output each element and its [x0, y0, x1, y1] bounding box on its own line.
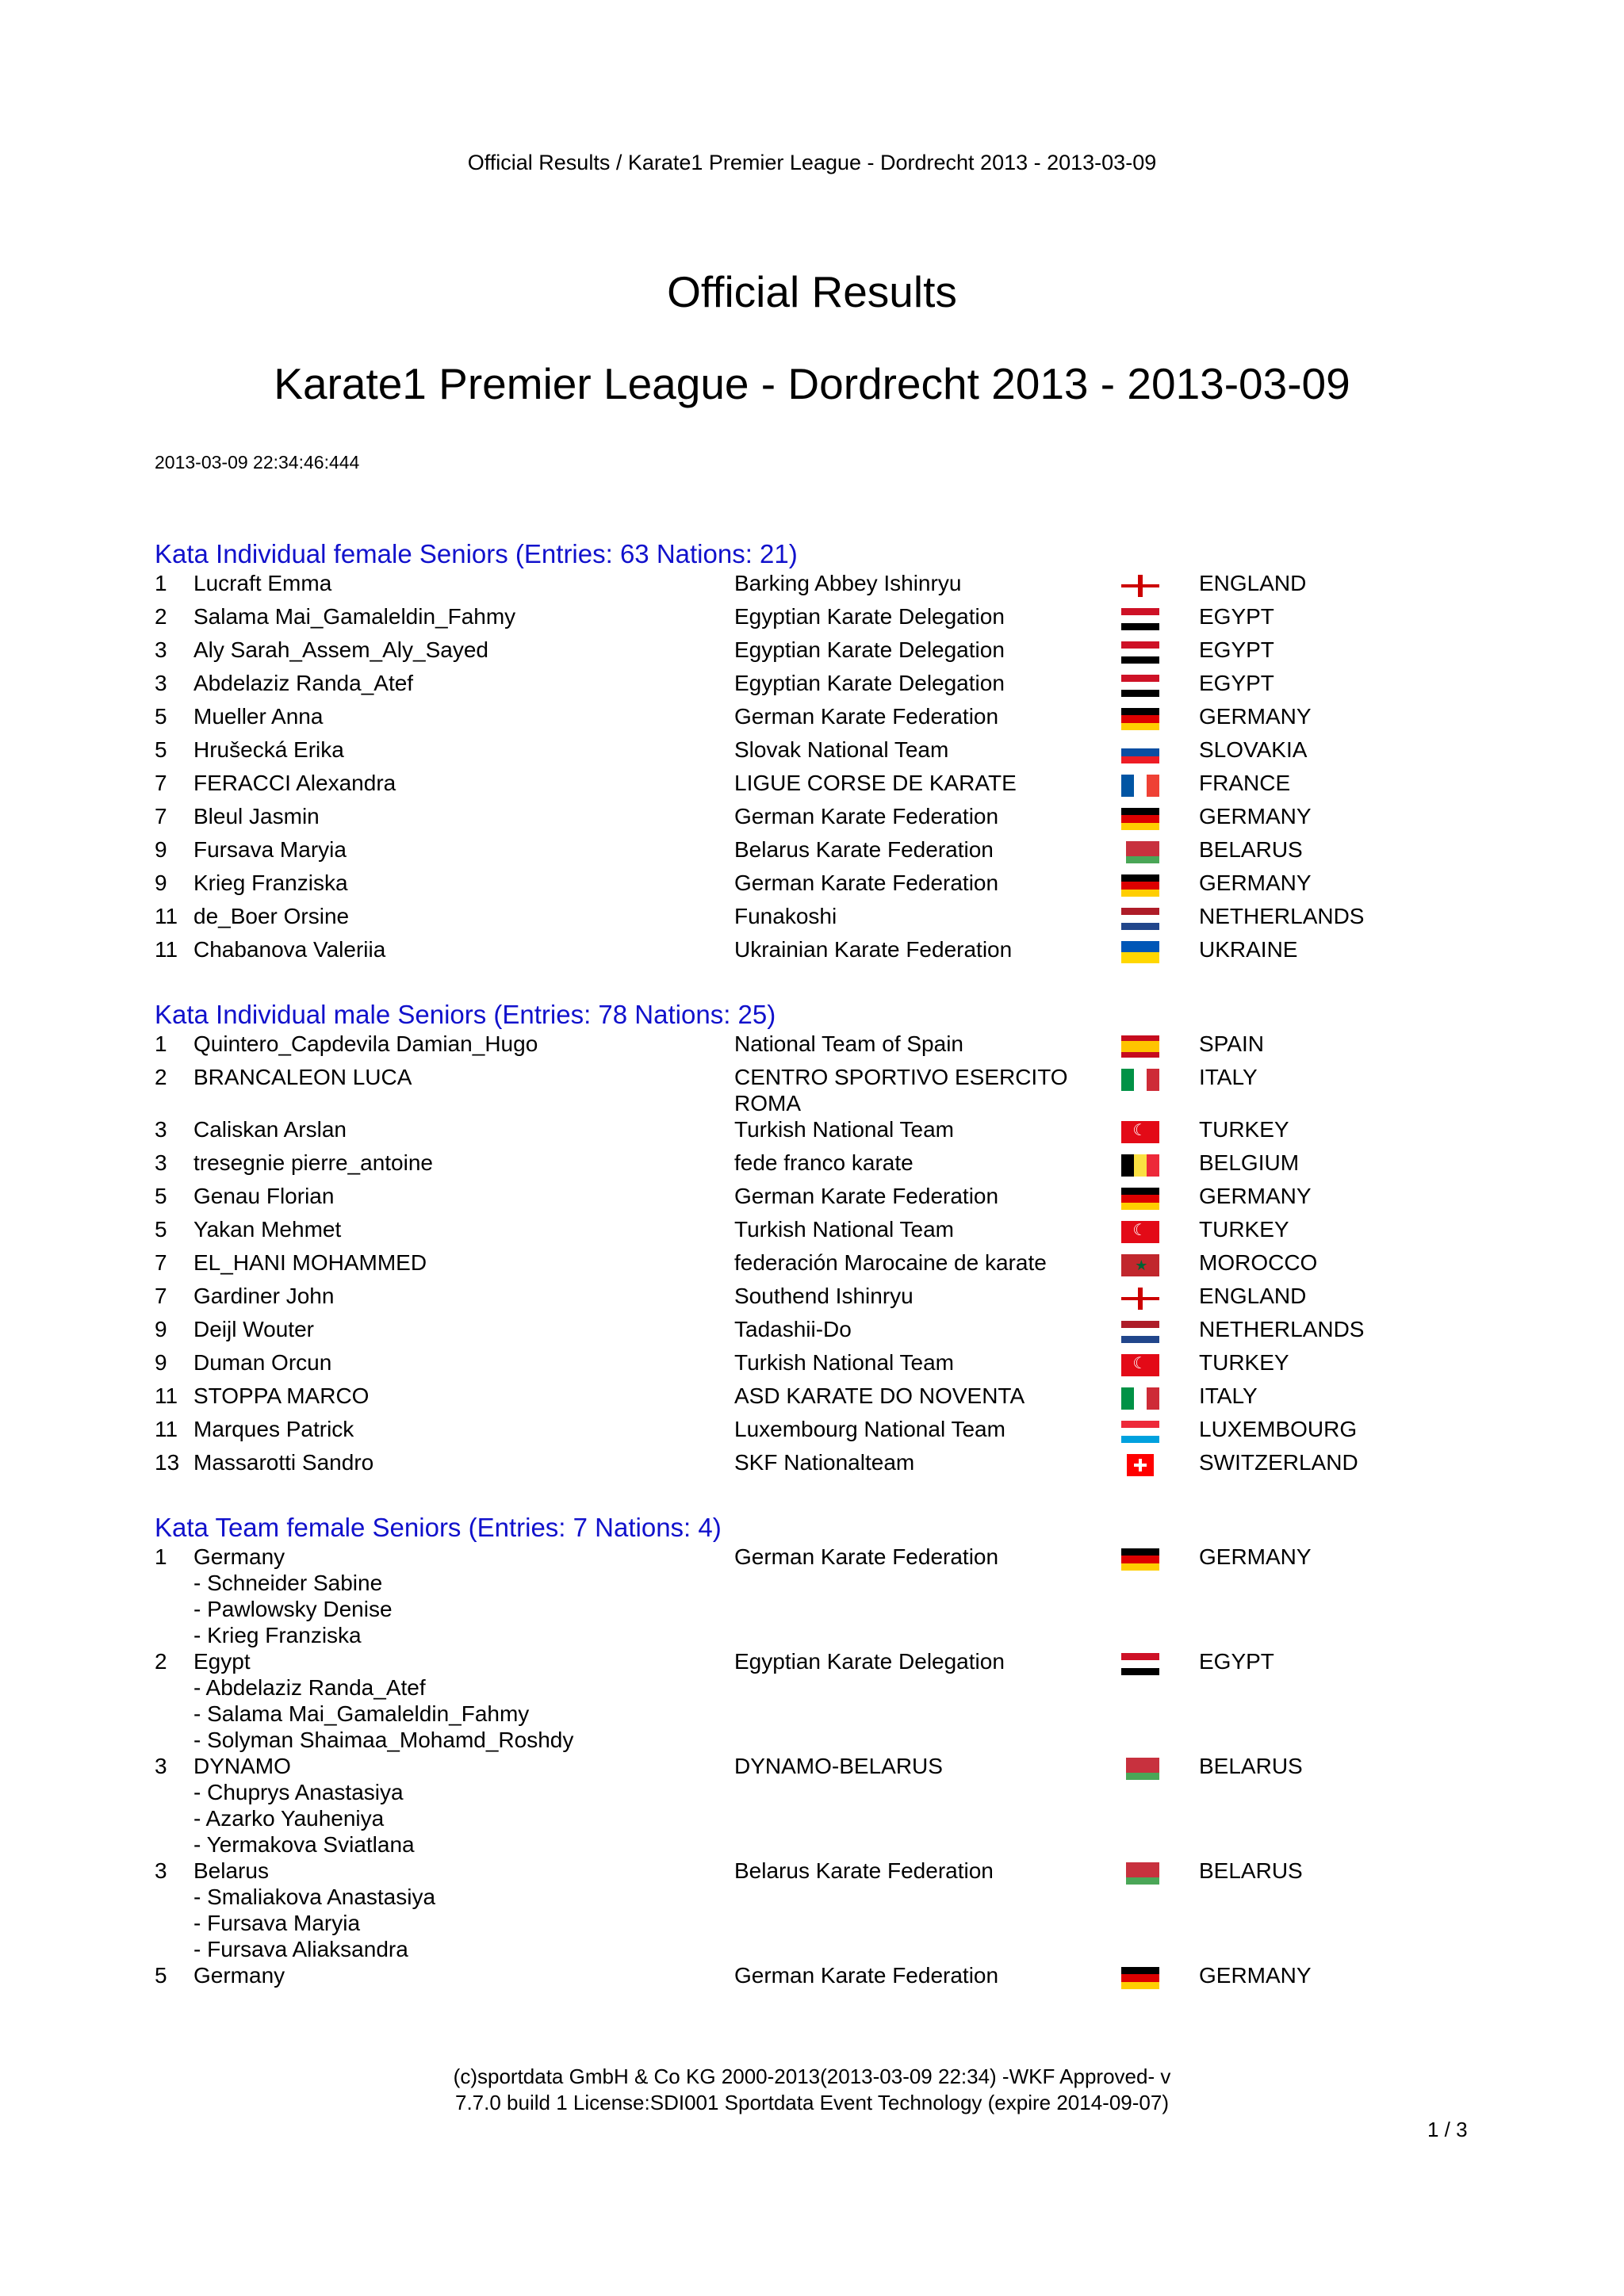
rank: 1	[155, 1544, 167, 1569]
club-name: LIGUE CORSE DE KARATE	[734, 771, 1017, 795]
team-member: - Chuprys Anastasiya	[193, 1780, 404, 1804]
team-member: - Salama Mai_Gamaleldin_Fahmy	[193, 1701, 530, 1726]
team-or-athlete-name: Genau Florian	[193, 1184, 335, 1208]
competitor-name	[193, 1316, 717, 1342]
rank: 3	[155, 1754, 167, 1778]
result-row	[155, 603, 1471, 637]
competitor-name	[193, 870, 717, 896]
country-name: BELARUS	[1199, 1858, 1303, 1883]
egypt-flag-icon	[1121, 641, 1159, 664]
ukraine-flag-icon	[1121, 941, 1159, 963]
rank: 2	[155, 1649, 167, 1674]
rank: 9	[155, 837, 167, 862]
country-name: ENGLAND	[1199, 571, 1307, 595]
country-name: GERMANY	[1199, 704, 1312, 729]
team-or-athlete-name: Gardiner John	[193, 1284, 335, 1308]
country-name: BELARUS	[1199, 1754, 1303, 1778]
team-or-athlete-name: Marques Patrick	[193, 1417, 354, 1441]
club-name: Belarus Karate Federation	[734, 837, 994, 862]
country-name: NETHERLANDS	[1199, 904, 1365, 928]
result-row	[155, 1648, 1471, 1753]
team-or-athlete-name: Aly Sarah_Assem_Aly_Sayed	[193, 637, 488, 662]
team-or-athlete-name: DYNAMO	[193, 1754, 291, 1778]
club-name: Egyptian Karate Delegation	[734, 1649, 1005, 1674]
competitor-name	[193, 936, 717, 962]
country-name: LUXEMBOURG	[1199, 1417, 1358, 1441]
club-name: ASD KARATE DO NOVENTA	[734, 1383, 1025, 1408]
team-or-athlete-name: Fursava Maryia	[193, 837, 347, 862]
country-name: ENGLAND	[1199, 1284, 1307, 1308]
germany-flag-icon	[1121, 874, 1159, 897]
country-name: GERMANY	[1199, 804, 1312, 828]
club-name: Egyptian Karate Delegation	[734, 604, 1005, 629]
rank: 3	[155, 1150, 167, 1175]
country-name: BELGIUM	[1199, 1150, 1300, 1175]
competitor-name	[193, 1383, 717, 1409]
club-name: Luxembourg National Team	[734, 1417, 1005, 1441]
team-or-athlete-name: Massarotti Sandro	[193, 1450, 374, 1475]
rank: 3	[155, 1858, 167, 1883]
team-or-athlete-name: Mueller Anna	[193, 704, 324, 729]
egypt-flag-icon	[1121, 675, 1159, 697]
result-row	[155, 1858, 1471, 1962]
country-name: SPAIN	[1199, 1031, 1264, 1056]
competitor-name	[193, 1150, 717, 1176]
slovakia-flag-icon	[1121, 741, 1159, 763]
competitor-name	[193, 1216, 717, 1242]
belgium-flag-icon	[1121, 1154, 1159, 1177]
rank: 5	[155, 1963, 167, 1988]
country-name: UKRAINE	[1199, 937, 1298, 962]
section-heading: Kata Team female Seniors (Entries: 7 Nations: 4)	[155, 1513, 722, 1542]
morocco-flag-icon: ★	[1121, 1254, 1159, 1276]
club-name: Egyptian Karate Delegation	[734, 671, 1005, 695]
turkey-flag-icon: ☾	[1121, 1121, 1159, 1143]
timestamp: 2013-03-09 22:34:46:444	[155, 452, 360, 473]
team-or-athlete-name: de_Boer Orsine	[193, 904, 350, 928]
rank: 1	[155, 1031, 167, 1056]
result-row	[155, 1962, 1471, 1996]
result-row	[155, 1150, 1471, 1183]
result-row	[155, 870, 1471, 903]
rank: 5	[155, 737, 167, 762]
result-row	[155, 1349, 1471, 1383]
competitor-name	[193, 570, 717, 596]
netherlands-flag-icon	[1121, 1321, 1159, 1343]
team-or-athlete-name: BRANCALEON LUCA	[193, 1065, 412, 1089]
result-row	[155, 1031, 1471, 1064]
team-or-athlete-name: Caliskan Arslan	[193, 1117, 347, 1142]
country-name: ITALY	[1199, 1383, 1258, 1408]
rank: 2	[155, 604, 167, 629]
luxembourg-flag-icon	[1121, 1421, 1159, 1443]
competitor-name	[193, 1064, 717, 1090]
result-row	[155, 1064, 1471, 1116]
country-name: GERMANY	[1199, 1184, 1312, 1208]
country-name: TURKEY	[1199, 1217, 1289, 1242]
egypt-flag-icon	[1121, 608, 1159, 630]
belarus-flag-icon	[1121, 1862, 1159, 1885]
country-name: SWITZERLAND	[1199, 1450, 1358, 1475]
rank: 11	[155, 1383, 178, 1408]
team-or-athlete-name: Bleul Jasmin	[193, 804, 320, 828]
competitor-name	[193, 1753, 717, 1858]
section-kata-individual-male	[155, 999, 1471, 1483]
team-or-athlete-name: Abdelaziz Randa_Atef	[193, 671, 414, 695]
club-name: CENTRO SPORTIVO ESERCITO ROMA	[734, 1065, 1068, 1115]
club-name: Funakoshi	[734, 904, 837, 928]
result-row	[155, 1283, 1471, 1316]
club-name: German Karate Federation	[734, 1184, 999, 1208]
country-name: BELARUS	[1199, 837, 1303, 862]
result-row	[155, 1216, 1471, 1249]
club-name: German Karate Federation	[734, 1963, 999, 1988]
competitor-name	[193, 903, 717, 929]
rank: 9	[155, 1350, 167, 1375]
country-name: SLOVAKIA	[1199, 737, 1308, 762]
switzerland-flag-icon	[1121, 1454, 1159, 1476]
club-name: German Karate Federation	[734, 704, 999, 729]
team-or-athlete-name: Lucraft Emma	[193, 571, 332, 595]
result-row	[155, 903, 1471, 936]
rank: 5	[155, 1184, 167, 1208]
team-member: - Yermakova Sviatlana	[193, 1832, 415, 1857]
club-name: Tadashii-Do	[734, 1317, 852, 1341]
rank: 3	[155, 637, 167, 662]
result-row	[155, 836, 1471, 870]
club-name: Barking Abbey Ishinryu	[734, 571, 962, 595]
competitor-name	[193, 1648, 717, 1753]
section-kata-individual-female	[155, 538, 1471, 970]
rank: 11	[155, 904, 178, 928]
result-row	[155, 670, 1471, 703]
rank: 11	[155, 937, 178, 962]
rank: 3	[155, 671, 167, 695]
results-list	[155, 570, 1471, 970]
competitor-name	[193, 1249, 717, 1276]
country-name: EGYPT	[1199, 604, 1274, 629]
italy-flag-icon	[1121, 1069, 1159, 1091]
italy-flag-icon	[1121, 1387, 1159, 1410]
team-or-athlete-name: Hrušecká Erika	[193, 737, 344, 762]
club-name: Turkish National Team	[734, 1217, 955, 1242]
section-heading: Kata Individual male Seniors (Entries: 78 Nations: 25)	[155, 1000, 776, 1029]
team-or-athlete-name: Duman Orcun	[193, 1350, 332, 1375]
team-member: - Azarko Yauheniya	[193, 1806, 385, 1831]
page-number: 1 / 3	[1427, 2118, 1468, 2141]
rank: 7	[155, 1250, 167, 1275]
team-or-athlete-name: Chabanova Valeriia	[193, 937, 386, 962]
club-name: fede franco karate	[734, 1150, 914, 1175]
competitor-name	[193, 1031, 717, 1057]
team-or-athlete-name: STOPPA MARCO	[193, 1383, 370, 1408]
team-or-athlete-name: Salama Mai_Gamaleldin_Fahmy	[193, 604, 516, 629]
competitor-name	[193, 1116, 717, 1142]
france-flag-icon	[1121, 775, 1159, 797]
event-title: Karate1 Premier League - Dordrecht 2013 - 2013-03-09	[274, 359, 1350, 408]
germany-flag-icon	[1121, 708, 1159, 730]
team-or-athlete-name: Quintero_Capdevila Damian_Hugo	[193, 1031, 538, 1056]
competitor-name	[193, 703, 717, 729]
page-title: Official Results	[667, 267, 957, 316]
competitor-name	[193, 1449, 717, 1475]
club-name: German Karate Federation	[734, 1544, 999, 1569]
club-name: Turkish National Team	[734, 1117, 955, 1142]
england-flag-icon	[1121, 1288, 1159, 1310]
page-running-header: Official Results / Karate1 Premier League - Dordrecht 2013 - 2013-03-09	[467, 151, 1157, 174]
section-kata-team-female	[155, 1512, 1471, 1996]
team-member: - Fursava Maryia	[193, 1911, 361, 1935]
club-name: Slovak National Team	[734, 737, 949, 762]
result-row	[155, 1383, 1471, 1416]
turkey-flag-icon: ☾	[1121, 1354, 1159, 1376]
rank: 9	[155, 1317, 167, 1341]
competitor-name	[193, 1962, 717, 1988]
team-or-athlete-name: EL_HANI MOHAMMED	[193, 1250, 427, 1275]
competitor-name	[193, 1349, 717, 1376]
result-row	[155, 803, 1471, 836]
country-name: NETHERLANDS	[1199, 1317, 1365, 1341]
country-name: TURKEY	[1199, 1117, 1289, 1142]
rank: 3	[155, 1117, 167, 1142]
country-name: TURKEY	[1199, 1350, 1289, 1375]
footer-line-2: 7.7.0 build 1 License:SDI001 Sportdata Event Technology (expire 2014-09-07)	[455, 2091, 1169, 2114]
team-or-athlete-name: tresegnie pierre_antoine	[193, 1150, 433, 1175]
result-row	[155, 1183, 1471, 1216]
competitor-name	[193, 836, 717, 863]
team-or-athlete-name: Egypt	[193, 1649, 251, 1674]
spain-flag-icon	[1121, 1035, 1159, 1058]
team-member: - Schneider Sabine	[193, 1571, 383, 1595]
team-or-athlete-name: Germany	[193, 1963, 285, 1988]
team-or-athlete-name: Germany	[193, 1544, 285, 1569]
rank: 7	[155, 1284, 167, 1308]
country-name: ITALY	[1199, 1065, 1258, 1089]
club-name: National Team of Spain	[734, 1031, 963, 1056]
competitor-name	[193, 670, 717, 696]
result-row	[155, 737, 1471, 770]
result-row	[155, 1116, 1471, 1150]
country-name: GERMANY	[1199, 1963, 1312, 1988]
team-member: - Fursava Aliaksandra	[193, 1937, 408, 1961]
team-or-athlete-name: Deijl Wouter	[193, 1317, 314, 1341]
result-row	[155, 703, 1471, 737]
team-member: - Abdelaziz Randa_Atef	[193, 1675, 426, 1700]
country-name: GERMANY	[1199, 871, 1312, 895]
competitor-name	[193, 1416, 717, 1442]
team-or-athlete-name: Belarus	[193, 1858, 269, 1883]
result-row	[155, 1249, 1471, 1283]
competitor-name	[193, 1183, 717, 1209]
team-or-athlete-name: Krieg Franziska	[193, 871, 348, 895]
country-name: MOROCCO	[1199, 1250, 1318, 1275]
belarus-flag-icon	[1121, 1758, 1159, 1780]
team-member: - Solyman Shaimaa_Mohamd_Roshdy	[193, 1728, 574, 1752]
team-or-athlete-name: Yakan Mehmet	[193, 1217, 342, 1242]
team-member: - Krieg Franziska	[193, 1623, 362, 1647]
team-member: - Pawlowsky Denise	[193, 1597, 393, 1621]
club-name: German Karate Federation	[734, 804, 999, 828]
club-name: federación Marocaine de karate	[734, 1250, 1047, 1275]
country-name: FRANCE	[1199, 771, 1291, 795]
belarus-flag-icon	[1121, 841, 1159, 863]
competitor-name	[193, 1283, 717, 1309]
result-row	[155, 637, 1471, 670]
germany-flag-icon	[1121, 808, 1159, 830]
footer	[0, 2064, 1624, 2116]
result-row	[155, 936, 1471, 970]
rank: 7	[155, 804, 167, 828]
club-name: SKF Nationalteam	[734, 1450, 915, 1475]
club-name: Turkish National Team	[734, 1350, 955, 1375]
competitor-name	[193, 637, 717, 663]
rank: 9	[155, 871, 167, 895]
rank: 1	[155, 571, 167, 595]
result-row	[155, 1316, 1471, 1349]
competitor-name	[193, 1544, 717, 1648]
footer-line-1: (c)sportdata GmbH & Co KG 2000-2013(2013-03-09 22:34) -WKF Approved- v	[453, 2064, 1171, 2088]
rank: 2	[155, 1065, 167, 1089]
competitor-name	[193, 737, 717, 763]
germany-flag-icon	[1121, 1188, 1159, 1210]
result-row	[155, 1416, 1471, 1449]
result-row	[155, 1449, 1471, 1483]
egypt-flag-icon	[1121, 1653, 1159, 1675]
club-name: German Karate Federation	[734, 871, 999, 895]
rank: 5	[155, 1217, 167, 1242]
club-name: Belarus Karate Federation	[734, 1858, 994, 1883]
competitor-name	[193, 1858, 717, 1962]
results-list	[155, 1031, 1471, 1483]
competitor-name	[193, 770, 717, 796]
team-or-athlete-name: FERACCI Alexandra	[193, 771, 396, 795]
netherlands-flag-icon	[1121, 908, 1159, 930]
club-name: Egyptian Karate Delegation	[734, 637, 1005, 662]
rank: 5	[155, 704, 167, 729]
competitor-name	[193, 603, 717, 629]
rank: 13	[155, 1450, 180, 1475]
result-row	[155, 1544, 1471, 1648]
country-name: EGYPT	[1199, 1649, 1274, 1674]
germany-flag-icon	[1121, 1548, 1159, 1571]
rank: 11	[155, 1417, 178, 1441]
club-name: DYNAMO-BELARUS	[734, 1754, 943, 1778]
result-row	[155, 770, 1471, 803]
result-row	[155, 570, 1471, 603]
turkey-flag-icon: ☾	[1121, 1221, 1159, 1243]
club-name: Ukrainian Karate Federation	[734, 937, 1013, 962]
section-heading: Kata Individual female Seniors (Entries: 63 Nations: 21)	[155, 539, 798, 568]
results-list	[155, 1544, 1471, 1996]
result-row	[155, 1753, 1471, 1858]
country-name: EGYPT	[1199, 671, 1274, 695]
country-name: EGYPT	[1199, 637, 1274, 662]
rank: 7	[155, 771, 167, 795]
competitor-name	[193, 803, 717, 829]
team-member: - Smaliakova Anastasiya	[193, 1885, 436, 1909]
club-name: Southend Ishinryu	[734, 1284, 914, 1308]
germany-flag-icon	[1121, 1967, 1159, 1989]
england-flag-icon	[1121, 575, 1159, 597]
country-name: GERMANY	[1199, 1544, 1312, 1569]
